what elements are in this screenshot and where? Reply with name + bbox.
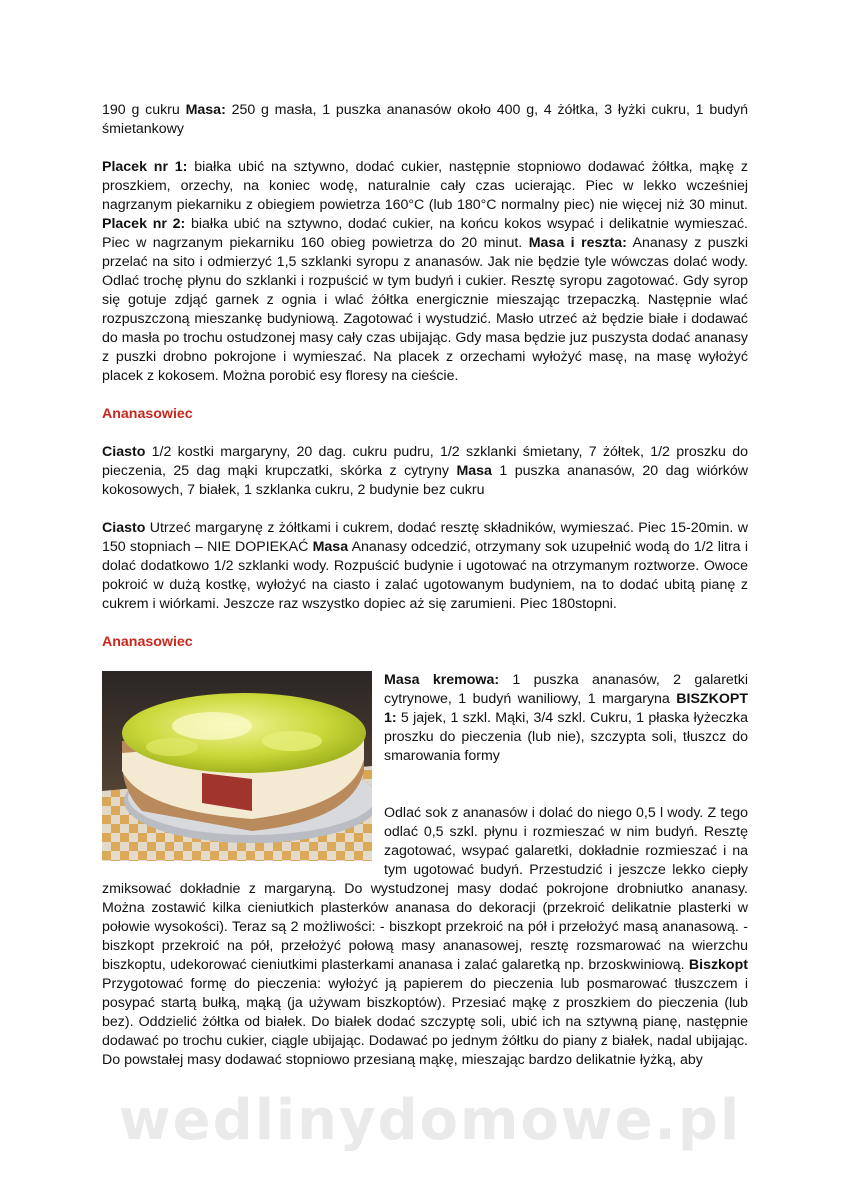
recipe2-method: Ciasto Utrzeć margarynę z żółtkami i cukrem, dodać resztę składników, wymieszać. Piec 15-20min. w 150 stopniach – NIE DOPIEKAĆ Masa Ananasy odcedzić, otrzymany sok uzupełnić wodą do 1/2 litra i dolać dodatkowo 1/2 szklanki wody. Rozpuścić budynie i ugotować na otrzymanym roztworze. Owoce pokroić w dużą kostkę, wyłożyć na ciasto i zalać ugotowanym budyniem, na to dodać ubitą pianę z cukrem i wiórkami. Jeszcze raz wszystko dopiec aż się zarumieni. Piec 180stopni. (102, 520, 748, 612)
recipe3-ingredients: Masa kremowa: 1 puszka ananasów, 2 galaretki cytrynowe, 1 budyń waniliowy, 1 margaryna BISZKOPT 1: 5 jajek, 1 szkl. Mąki, 3/4 szkl. Cukru, 1 płaska łyżeczka proszku do pieczenia (lub nie), szczypta soli, tłuszcz do smarowania formy (384, 672, 748, 764)
recipe2-ingredients: Ciasto 1/2 kostki margaryny, 20 dag. cukru pudru, 1/2 szklanki śmietany, 7 żółtek, 1/2 proszku do pieczenia, 25 dag mąki krupczatki, skórka z cytryny Masa 1 puszka ananasów, 20 dag wiórków kokosowych, 7 białek, 1 szklanka cukru, 2 budynie bez cukru (102, 444, 748, 498)
recipe-title-3: Ananasowiec (102, 634, 193, 650)
masa-label: Masa: (185, 102, 226, 118)
recipe3-method: Odlać sok z ananasów i dolać do niego 0,5 l wody. Z tego odlać 0,5 szkl. płynu i rozmieszać w nim budyń. Resztę zagotować, wsypać galaretki, dokładnie rozmieszać i na tym ugotować budyń. Przestudzić i jeszcze lekko ciepły zmiksować dokładnie z margaryną. Do wystudzonej masy dodać pokrojone drobniutko ananasy. Można zostawić kilka cieniutkich plasterków ananasa do dekoracji (przekroić delikatnie plasterki w połowie wysokości). Teraz są 2 możliwości: - biszkopt przekroić na pół i przełożyć masą ananasową. - biszkopt przekroić na pół, przełożyć połową masy ananasowej, resztę rozsmarować na wierzchu biszkoptu, udekorować cieniutkimi plasterkami ananasa i zalać galaretką np. brzoskwiniową. Biszkopt Przygotować formę do pieczenia: wyłożyć ją papierem do pieczenia lub posmarować tłuszczem i posypać startą bułką, mąką (ja używam biszkoptów). Przesiać mąkę z proszkiem do pieczenia (lub bez). Oddzielić żółtka od białek. Do białek dodać szczyptę soli, ubić ich na sztywną pianę, następnie dodawać po trochu cukier, ciągle ubijając. Dodawać po jednym żółtku do piany z białek, nadal ubijając. Do powstałej masy dodawać stopniowo przesianą mąkę, mieszając bardzo delikatnie łyżką, aby (102, 805, 748, 1068)
intro-ingredients: 190 g cukru Masa: 250 g masła, 1 puszka ananasów około 400 g, 4 żółtka, 3 łyżki cukru, 1 budyń śmietankowy (102, 102, 748, 137)
recipe-title-2: Ananasowiec (102, 406, 193, 422)
cake-photo-image (102, 671, 372, 861)
site-watermark: wedlinydomowe.pl (118, 1088, 742, 1153)
document-body (102, 101, 748, 1070)
method-paragraph-1: Placek nr 1: białka ubić na sztywno, dodać cukier, następnie stopniowo dodawać żółtka, mąkę z proszkiem, orzechy, na koniec wodę, naturalnie cały czas ucierając. Piec w lekko wcześniej nagrzanym piekarniku z obiegiem powietrza 160°C (lub 180°C normalny piec) nie więcej niż 30 minut. Placek nr 2: białka ubić na sztywno, dodać cukier, na końcu kokos wsypać i delikatnie wymieszać. Piec w nagrzanym piekarniku 160 obieg powietrza do 20 minut. Masa i reszta: Ananasy z puszki przelać na sito i odmierzyć 1,5 szklanki syropu z ananasów. Jak nie będzie tyle wówczas dolać wody. Odlać trochę płynu do szklanki i rozpuścić w tym budyń i cukier. Resztę syropu zagotować. Gdy syrop się gotuje zdjąć garnek z ognia i wlać żółtka energicznie mieszając trzepaczką. Następnie wlać rozpuszczoną mieszankę budyniową. Zagotować i wystudzić. Masło utrzeć aż będzie białe i dodawać do masła po trochu ostudzonej masy cały czas ubijając. Gdy masa będzie juz puszysta dodać ananasy z puszki drobno pokrojone i wymieszać. Na placek z orzechami wyłożyć masę, na masę wyłożyć placek z kokosem. Można porobić esy floresy na cieście. (102, 159, 748, 384)
cake-photo (102, 671, 372, 861)
